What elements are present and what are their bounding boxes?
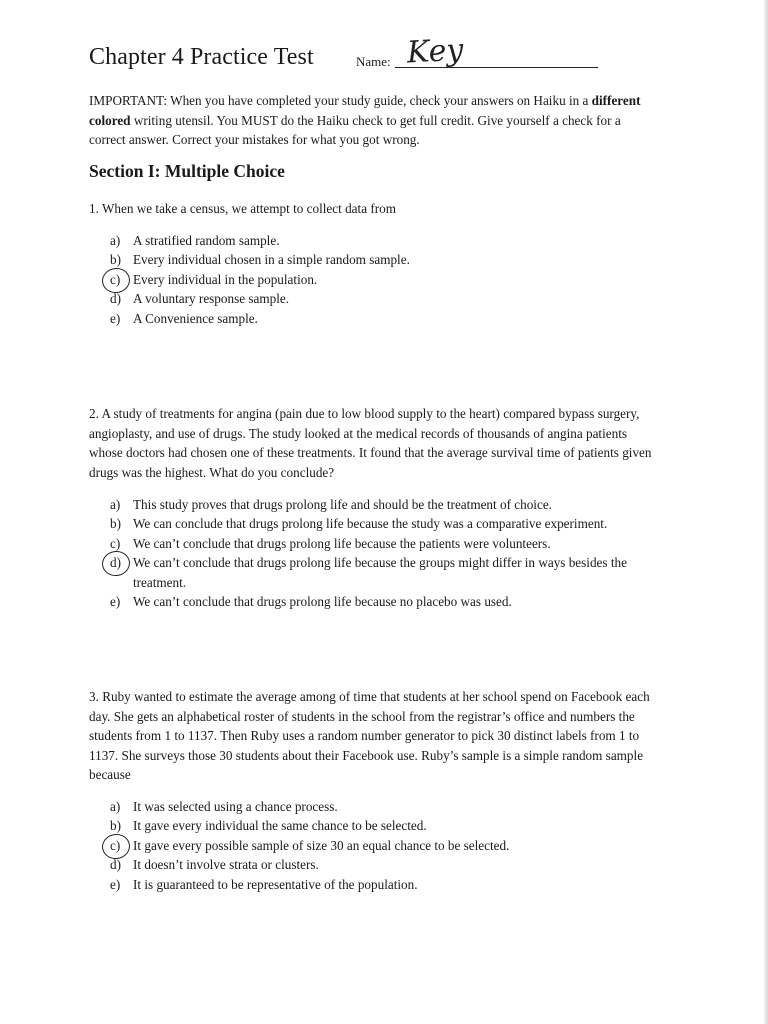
option-3d bbox=[110, 855, 670, 874]
option-letter: a) bbox=[110, 799, 121, 814]
page-title: Chapter 4 Practice Test bbox=[89, 44, 314, 70]
option-letter: d) bbox=[110, 291, 121, 307]
option-1d bbox=[110, 289, 670, 308]
option-letter: c) bbox=[110, 271, 121, 287]
instructions-prefix: IMPORTANT: When you have completed your study guide, check your answers on Haiku in a bbox=[89, 93, 592, 108]
option-2e bbox=[110, 592, 670, 611]
question-1-options bbox=[110, 231, 670, 328]
page-edge bbox=[764, 0, 768, 1024]
option-letter: c) bbox=[110, 535, 121, 551]
option-letter: a) bbox=[110, 233, 121, 248]
instructions-suffix: writing utensil. You MUST do the Haiku check to get full credit. Give yourself a check for a correct answer. Correct your mistakes for what you got wrong. bbox=[89, 112, 621, 147]
option-2a bbox=[110, 495, 670, 514]
option-letter: b) bbox=[110, 252, 121, 268]
option-3e bbox=[110, 875, 670, 894]
option-letter: a) bbox=[110, 497, 121, 512]
option-text: It is guaranteed to be representative of the population. bbox=[133, 876, 418, 892]
option-letter: e) bbox=[110, 876, 121, 892]
option-3a bbox=[110, 797, 670, 816]
option-3b bbox=[110, 816, 670, 835]
option-letter: d) bbox=[110, 857, 121, 873]
question-2-options bbox=[110, 495, 670, 611]
option-text: We can conclude that drugs prolong life because the study was a comparative experiment. bbox=[133, 516, 608, 532]
option-1c bbox=[110, 270, 670, 289]
option-text: We can’t conclude that drugs prolong life because the groups might differ in ways besides the treatment. bbox=[133, 555, 627, 590]
option-2d bbox=[110, 553, 670, 592]
section-heading: Section I: Multiple Choice bbox=[89, 161, 285, 181]
option-1b bbox=[110, 250, 670, 269]
option-text: A Convenience sample. bbox=[133, 310, 258, 326]
question-3-options bbox=[110, 797, 670, 894]
option-letter: e) bbox=[110, 310, 121, 326]
header bbox=[89, 32, 649, 90]
name-label: Name: bbox=[356, 54, 391, 69]
option-text: A voluntary response sample. bbox=[133, 291, 290, 307]
option-letter: e) bbox=[110, 594, 121, 610]
option-text: A stratified random sample. bbox=[133, 233, 280, 248]
option-text: This study proves that drugs prolong life and should be the treatment of choice. bbox=[133, 497, 552, 512]
option-text: We can’t conclude that drugs prolong life because no placebo was used. bbox=[133, 594, 512, 610]
instructions-bold: different colored bbox=[89, 93, 641, 128]
option-text: It doesn’t involve strata or clusters. bbox=[133, 857, 319, 873]
question-2-prompt: 2. A study of treatments for angina (pain due to low blood supply to the heart) compared bypass surgery, angioplasty, and use of drugs. The study looked at the medical records of thousands of angina patients whose doctors had chosen one of these treatments. It found that the average survival time of patients given drugs was the highest. What do you conclude? bbox=[89, 406, 652, 480]
handwritten-name: Key bbox=[406, 32, 465, 71]
instructions bbox=[89, 91, 651, 150]
option-text: We can’t conclude that drugs prolong life because the patients were volunteers. bbox=[133, 535, 551, 551]
option-3c bbox=[110, 836, 670, 855]
option-text: It was selected using a chance process. bbox=[133, 799, 338, 814]
option-letter: b) bbox=[110, 818, 121, 834]
option-2b bbox=[110, 514, 670, 533]
option-text: Every individual in the population. bbox=[133, 271, 318, 287]
option-text: Every individual chosen in a simple random sample. bbox=[133, 252, 410, 268]
option-letter: d) bbox=[110, 555, 121, 571]
option-letter: c) bbox=[110, 837, 121, 853]
option-letter: b) bbox=[110, 516, 121, 532]
option-2c bbox=[110, 534, 670, 553]
option-1e bbox=[110, 309, 670, 328]
question-1-prompt: 1. When we take a census, we attempt to collect data from bbox=[89, 201, 396, 216]
option-1a bbox=[110, 231, 670, 250]
option-text: It gave every possible sample of size 30 an equal chance to be selected. bbox=[133, 837, 510, 853]
question-3-prompt: 3. Ruby wanted to estimate the average among of time that students at her school spend on Facebook each day. She gets an alphabetical roster of students in the school from the registrar’s office and numbers the students from 1 to 1137. Then Ruby uses a random number generator to pick 30 distinct labels from 1 to 1137. She surveys those 30 students about their Facebook use. Ruby’s sample is a simple random sample because bbox=[89, 689, 650, 783]
option-text: It gave every individual the same chance to be selected. bbox=[133, 818, 427, 834]
